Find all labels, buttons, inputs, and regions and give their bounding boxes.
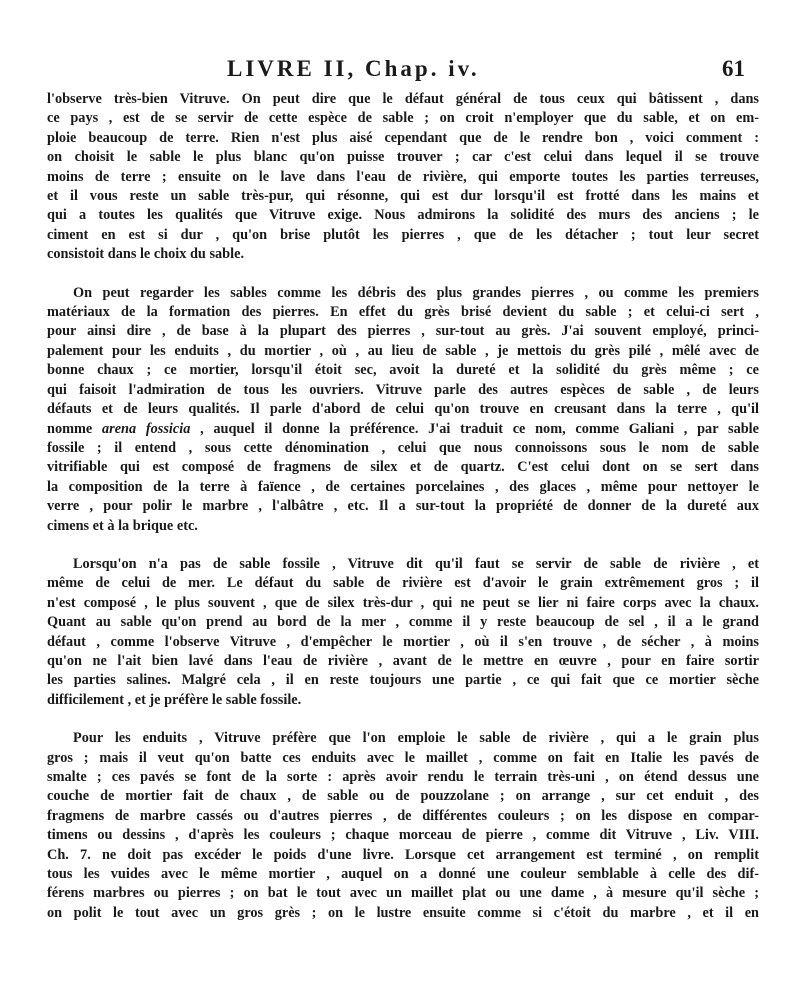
text-line: n'est composé , le plus souvent , que de silex très-dur , qui ne peut se lier ni faire corps avec la chaux.	[47, 594, 759, 611]
text-line: Lorsqu'on n'a pas de sable fossile , Vitruve dit qu'il faut se servir de sable de rivière , et	[73, 555, 759, 572]
text-line: fragmens de marbre cassés ou d'autres pierres , de différentes couleurs ; on les dispose en compar-	[47, 807, 759, 824]
text-line: la composition de la terre à faïence , de certaines porcelaines , des glaces , même pour nettoyer le	[47, 478, 759, 495]
text-line: Quant au sable qu'on prend au bord de la mer , comme il y reste beaucoup de sel , il a le grand	[47, 614, 759, 631]
text-line: gros ; mais il veut qu'on batte ces enduits avec le maillet , comme on fait en Italie les pavés de	[47, 749, 759, 766]
text-line: palement pour les enduits , du mortier , où , au lieu de sable , je mettois du grès pilé , mêlé avec de	[47, 342, 759, 359]
paragraph	[47, 284, 759, 536]
text-line: difficilement , et je préfère le sable fossile.	[47, 691, 302, 708]
body-text	[47, 90, 759, 923]
text-line: consistoit dans le choix du sable.	[47, 246, 245, 263]
text-line: défaut , comme l'observe Vitruve , d'empêcher le mortier , où il s'en trouve , de sécher , à moins	[47, 633, 759, 650]
text-line: fossile ; il entend , sous cette dénomination , celui que nous connoissons sous le nom de sable	[47, 439, 759, 456]
text-line: cimens et à la brique etc.	[47, 517, 198, 534]
text-line: timens ou dessins , d'après les couleurs ; chaque morceau de pierre , comme dit Vitruve , Liv. VIII.	[47, 827, 759, 844]
text-line: même de celui de mer. Le défaut du sable de rivière est d'avoir le grain extrêmement gros ; il	[47, 575, 759, 592]
text-line: férens marbres ou pierres ; on bat le tout avec un maillet plat ou une dame , à mesure qu'il sèche ;	[47, 885, 759, 902]
text-line: ploie beaucoup de terre. Rien n'est plus aisé cependant que de le rendre bon , voici comment :	[47, 129, 759, 146]
paragraph	[47, 729, 759, 923]
text-line: smalte ; ces pavés se font de la sorte : après avoir rendu le terrain très-uni , on étend dessus une	[47, 769, 759, 785]
text-line: ce pays , est de se servir de cette espèce de sable ; on croit n'employer que du sable, et on em-	[47, 110, 759, 127]
text-line: On peut regarder les sables comme les débris des plus grandes pierres , ou comme les premiers	[73, 284, 759, 301]
running-head: LIVRE II, Chap. iv.	[227, 56, 480, 81]
text-line: verre , pour polir le marbre , l'albâtre , etc. Il a sur-tout la propriété de donner de la dureté aux	[47, 498, 759, 515]
text-line: on choisit le sable le plus blanc qu'on puisse trouver ; car c'est celui dans lequel il se trouve	[47, 149, 759, 166]
text-line: bonne chaux ; ce mortier, lorsqu'il étoit sec, avoit la dureté et la solidité du grès même ; ce	[47, 362, 759, 379]
text-line: vitrifiable qui est composé de fragmens de silex et de quartz. C'est celui dont on se sert dans	[47, 459, 759, 476]
text-line: tous les vuides avec le même mortier , auquel on a donné une couleur semblable à celle des dif-	[47, 866, 759, 883]
page-header	[47, 56, 759, 90]
text-line: matériaux de la formation des pierres. En effet du grès brisé devient du sable ; et celui-ci sert ,	[47, 304, 759, 321]
text-line: qui faisoit l'admiration de tous les ouvriers. Vitruve parle des autres espèces de sable , de leurs	[47, 381, 759, 398]
text-line: on polit le tout avec un gros grès ; on le lustre ensuite comme si c'étoit du marbre , et il en	[47, 904, 759, 921]
page-number: 61	[722, 56, 745, 81]
text-line: moins de terre ; ensuite on le lave dans l'eau de rivière, qui emporte toutes les parties terreuses,	[47, 168, 759, 185]
text-line: et il vous reste un sable très-pur, qui résonne, qui est dur lorsqu'il est frotté dans les mains et	[47, 188, 759, 205]
text-line: Pour les enduits , Vitruve préfère que l'on emploie le sable de rivière , qui a le grain plus	[73, 730, 759, 747]
text-line: les parties salines. Malgré cela , il en reste toujours une partie , ce qui fait que ce mortier sèche	[47, 672, 759, 689]
book-page	[47, 56, 759, 923]
text-line: pour ainsi dire , de base à la plupart des pierres , sur-tout au grès. J'ai souvent employé, princi-	[47, 323, 759, 340]
text-line: ciment en est si dur , qu'on brise plutôt les pierres , que de les détacher ; tout leur secret	[47, 226, 759, 243]
paragraph	[47, 90, 759, 265]
paragraph	[47, 555, 759, 710]
text-line: l'observe très-bien Vitruve. On peut dire que le défaut général de tous ceux qui bâtissent , dans	[47, 91, 759, 107]
text-line: nomme arena fossicia , auquel il donne la préférence. J'ai traduit ce nom, comme Galiani , par sable	[47, 420, 759, 437]
text-line: Ch. 7. ne doit pas excéder le poids d'une livre. Lorsque cet arrangement est terminé , on remplit	[47, 846, 759, 863]
text-line: défauts et de leurs qualités. Il parle d'abord de celui qu'on trouve en creusant dans la terre , qu'il	[47, 401, 759, 418]
text-line: qu'on ne l'ait bien lavé dans l'eau de rivière , avant de le mettre en œuvre , pour en faire sortir	[47, 652, 759, 669]
text-line: couche de mortier fait de chaux , de sable ou de pouzzolane ; on arrange , sur cet enduit , des	[47, 788, 759, 805]
text-line: qui a toutes les qualités que Vitruve exige. Nous admirons la solidité des murs des anciens ; le	[47, 207, 759, 224]
